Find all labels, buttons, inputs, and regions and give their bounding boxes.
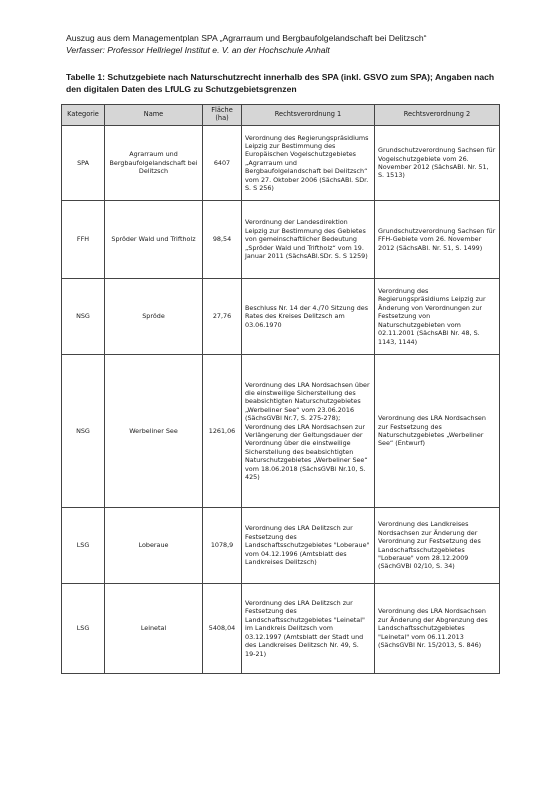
cell-rechtsverordnung-1: Verordnung der Landesdirektion Leipzig zur Bestimmung des Gebietes von gemeinschaftlicher Bedeutung „Spröder Wald und Triftholz“ vom 19. Januar 2011 (SächsABl.SDr. S. S 1259): [242, 201, 375, 279]
cell-flaeche: 5408,04: [203, 584, 242, 674]
cell-rechtsverordnung-1: Beschluss Nr. 14 der 4./70 Sitzung des Rates des Kreises Delitzsch am 03.06.1970: [242, 279, 375, 355]
cell-kategorie: LSG: [62, 508, 105, 584]
cell-rechtsverordnung-2: Verordnung des LRA Nordsachsen zur Festsetzung des Naturschutzgebietes „Werbeliner See“ (Entwurf): [375, 355, 500, 508]
cell-flaeche: 27,76: [203, 279, 242, 355]
cell-flaeche: 1078,9: [203, 508, 242, 584]
column-header-rechtsverordnung-2: Rechtsverordnung 2: [375, 105, 500, 126]
protected-areas-table: [61, 104, 500, 674]
cell-kategorie: FFH: [62, 201, 105, 279]
header-source-line: Auszug aus dem Managementplan SPA „Agrarraum und Bergbaufolgelandschaft bei Delitzsch“: [66, 33, 427, 43]
cell-flaeche: 98,54: [203, 201, 242, 279]
cell-rechtsverordnung-1: Verordnung des Regierungspräsidiums Leipzig zur Bestimmung des Europäischen Vogelschutzgebietes „Agrarraum und Bergbaufolgelandschaft bei Delitzsch“ vom 27. Oktober 2006 (SächsABl. SDr. S. S 256): [242, 126, 375, 201]
cell-rechtsverordnung-2: Verordnung des LRA Nordsachsen zur Änderung der Abgrenzung des Landschaftsschutzgebietes "Leinetal" vom 06.11.2013 (SächsGVBl Nr. 15/2013, S. 846): [375, 584, 500, 674]
table-row: [62, 584, 500, 674]
cell-name: Spröde: [105, 279, 203, 355]
cell-kategorie: LSG: [62, 584, 105, 674]
table-row: [62, 201, 500, 279]
cell-flaeche: 6407: [203, 126, 242, 201]
table-row: [62, 355, 500, 508]
column-header-kategorie: Kategorie: [62, 105, 105, 126]
cell-rechtsverordnung-1: Verordnung des LRA Delitzsch zur Festsetzung des Landschaftsschutzgebietes "Loberaue" vom 04.12.1996 (Amtsblatt des Landkreises Delitzsch): [242, 508, 375, 584]
cell-rechtsverordnung-1: Verordnung des LRA Nordsachsen über die einstweilige Sicherstellung des beabsichtigten Naturschutzgebietes „Werbeliner See“ vom 23.06.2016 (SächsGVBl Nr.7, S. 275-278); Verordnung des LRA Nordsachsen zur Verlängerung der Geltungsdauer der Verordnung über die einstweilige Sicherstellung des beabsichtigten Naturschutzgebietes „Werbeliner See“ vom 18.06.2018 (SächsGVBl Nr.10, S. 425): [242, 355, 375, 508]
cell-rechtsverordnung-1: Verordnung des LRA Delitzsch zur Festsetzung des Landschaftsschutzgebietes "Leinetal" im Landkreis Delitzsch vom 03.12.1997 (Amtsblatt der Stadt und des Landkreises Delitzsch Nr. 49, S. 19-21): [242, 584, 375, 674]
cell-rechtsverordnung-2: Verordnung des Regierungspräsidiums Leipzig zur Änderung von Verordnungen zur Festsetzung von Naturschutzgebieten vom 02.11.2001 (SächsABl Nr. 48, S. 1143, 1144): [375, 279, 500, 355]
cell-name: Leinetal: [105, 584, 203, 674]
table-row: [62, 126, 500, 201]
cell-rechtsverordnung-2: Grundschutzverordnung Sachsen für Vogelschutzgebiete vom 26. November 2012 (SächsABl. Nr. 51, S. 1513): [375, 126, 500, 201]
cell-name: Spröder Wald und Triftholz: [105, 201, 203, 279]
cell-flaeche: 1261,06: [203, 355, 242, 508]
cell-name: Werbeliner See: [105, 355, 203, 508]
table-header-row: [62, 105, 500, 126]
cell-name: Agrarraum und Bergbaufolgelandschaft bei Delitzsch: [105, 126, 203, 201]
cell-rechtsverordnung-2: Grundschutzverordnung Sachsen für FFH-Gebiete vom 26. November 2012 (SächsABl. Nr. 51, S. 1499): [375, 201, 500, 279]
cell-rechtsverordnung-2: Verordnung des Landkreises Nordsachsen zur Änderung der Verordnung zur Festsetzung des Landschaftsschutzgebietes "Loberaue" vom 28.12.2009 (SächGVBl 02/10, S. 34): [375, 508, 500, 584]
column-header-rechtsverordnung-1: Rechtsverordnung 1: [242, 105, 375, 126]
header-author-line: Verfasser: Professor Hellriegel Institut e. V. an der Hochschule Anhalt: [66, 44, 330, 55]
table-row: [62, 508, 500, 584]
document-header: [66, 33, 506, 56]
column-header-name: Name: [105, 105, 203, 126]
cell-name: Loberaue: [105, 508, 203, 584]
cell-kategorie: NSG: [62, 355, 105, 508]
table-title: Tabelle 1: Schutzgebiete nach Naturschutzrecht innerhalb des SPA (inkl. GSVO zum SPA); Angaben nach den digitalen Daten des LfULG zu Schutzgebietsgrenzen: [66, 72, 495, 94]
table-row: [62, 279, 500, 355]
cell-kategorie: NSG: [62, 279, 105, 355]
cell-kategorie: SPA: [62, 126, 105, 201]
column-header-flaeche: Fläche (ha): [203, 105, 242, 126]
